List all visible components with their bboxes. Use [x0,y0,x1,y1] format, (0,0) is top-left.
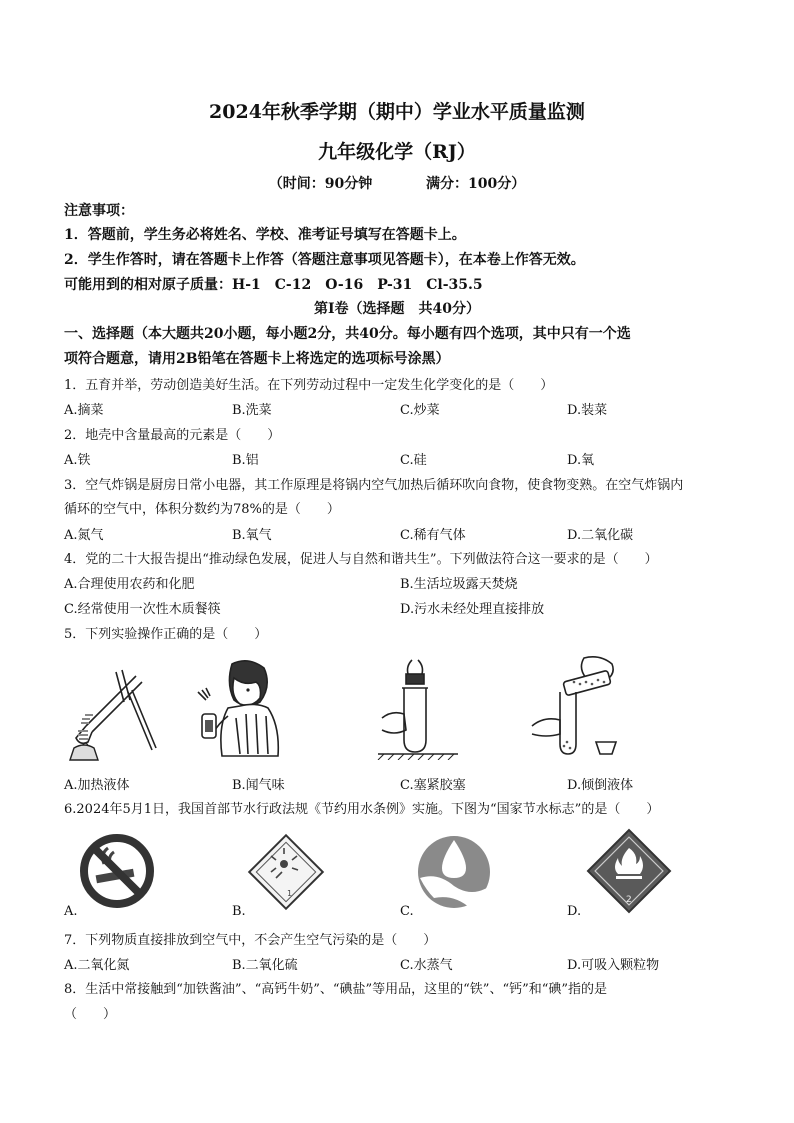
q3-option-d: D.二氧化碳 [567,528,634,543]
q2-option-a: A.铁 [64,453,91,468]
q4-option-b: B.生活垃圾露天焚烧 [400,577,518,592]
q2-option-c: C.硅 [400,453,427,468]
q7-option-a: A.二氧化氮 [64,958,130,973]
q4-stem: 4．党的二十大报告提出“推动绿色发展，促进人与自然和谐共生”。下列做法符合这一要求的是（ ） [64,552,658,567]
notes-heading: 注意事项： [64,203,134,219]
q1-option-c: C.炒菜 [400,403,440,418]
notes-item-2: 2．学生作答时，请在答题卡上作答（答题注意事项见答题卡），在本卷上作答无效。 [64,252,585,268]
q5-stem: 5．下列实验操作正确的是（ ） [64,627,268,642]
smelling-odor-figure [188,656,284,760]
q6-option-c: C. [400,904,414,919]
stopper-tube-figure [372,656,462,760]
q3-stem-line-2: 循环的空气中，体积分数约为78%的是（ ） [64,502,340,517]
q4-option-a: A.合理使用农药和化肥 [64,577,195,592]
q3-option-b: B.氧气 [232,528,272,543]
heating-liquid-figure [62,662,162,762]
q2-stem: 2．地壳中含量最高的元素是（ ） [64,428,281,443]
q7-option-d: D.可吸入颗粒物 [567,958,660,973]
q7-option-b: B.二氧化硫 [232,958,298,973]
q7-option-c: C.水蒸气 [400,958,453,973]
section-heading: 第Ⅰ卷（选择题 共40分） [313,301,481,317]
q8-stem-line-2: （ ） [64,1007,117,1022]
pouring-liquid-figure [520,654,630,762]
q8-stem-line-1: 8．生活中常接触到“加铁酱油”、“高钙牛奶”、“碘盐”等用品，这里的“铁”、“钙”和“碘”指的是 [64,982,608,997]
q1-option-a: A.摘菜 [64,403,104,418]
q6-stem: 6.2024年5月1日，我国首部节水行政法规《节约用水条例》实施。下图为“国家节水标志”的是（ ） [64,802,660,817]
q2-option-b: B.铝 [232,453,259,468]
q6-option-b: B. [232,904,246,919]
q7-stem: 7．下列物质直接排放到空气中，不会产生空气污染的是（ ） [64,933,437,948]
q1-option-d: D.装菜 [567,403,608,418]
q5-option-a: A.加热液体 [64,778,130,793]
exam-time: （时间：90分钟 [268,176,373,192]
q4-option-c: C.经常使用一次性木质餐筷 [64,602,221,617]
explosive-sign-icon [246,832,326,912]
exam-title: 2024年秋季学期（期中）学业水平质量监测 [209,101,585,123]
section-intro-2: 项符合题意，请用2B铅笔在答题卡上将选定的选项标号涂黑） [64,351,450,367]
q5-option-c: C.塞紧胶塞 [400,778,466,793]
sign-b-number: 1 [287,889,293,898]
q4-option-d: D.污水未经处理直接排放 [400,602,545,617]
exam-score: 满分：100分） [426,176,526,192]
q5-option-d: D.倾倒液体 [567,778,634,793]
notes-item-1: 1．答题前，学生务必将姓名、学校、准考证号填写在答题卡上。 [64,227,466,243]
section-intro-1: 一、选择题（本大题共20小题，每小题2分，共40分。每小题有四个选项，其中只有一个选 [64,326,631,342]
exam-meta [0,173,794,193]
no-smoking-sign-icon [80,834,154,908]
atomic-masses: 可能用到的相对原子质量：H-1 C-12 O-16 P-31 Cl-35.5 [64,277,483,293]
sign-d-number: 2 [626,895,632,905]
q6-option-a: A. [64,904,78,919]
q1-option-b: B.洗菜 [232,403,272,418]
q6-option-d: D. [567,904,582,919]
q3-stem-line-1: 3．空气炸锅是厨房日常小电器，其工作原理是将锅内空气加热后循环吹向食物，使食物变熟。在空气炸锅内 [64,478,684,493]
q5-option-b: B.闻气味 [232,778,285,793]
exam-subtitle: 九年级化学（RJ） [318,141,476,163]
flammable-sign-icon [584,826,674,916]
q1-stem: 1．五育并举，劳动创造美好生活。在下列劳动过程中一定发生化学变化的是（ ） [64,378,554,393]
q3-option-a: A.氮气 [64,528,104,543]
water-saving-sign-icon [414,832,494,912]
q2-option-d: D.氧 [567,453,595,468]
q3-option-c: C.稀有气体 [400,528,466,543]
